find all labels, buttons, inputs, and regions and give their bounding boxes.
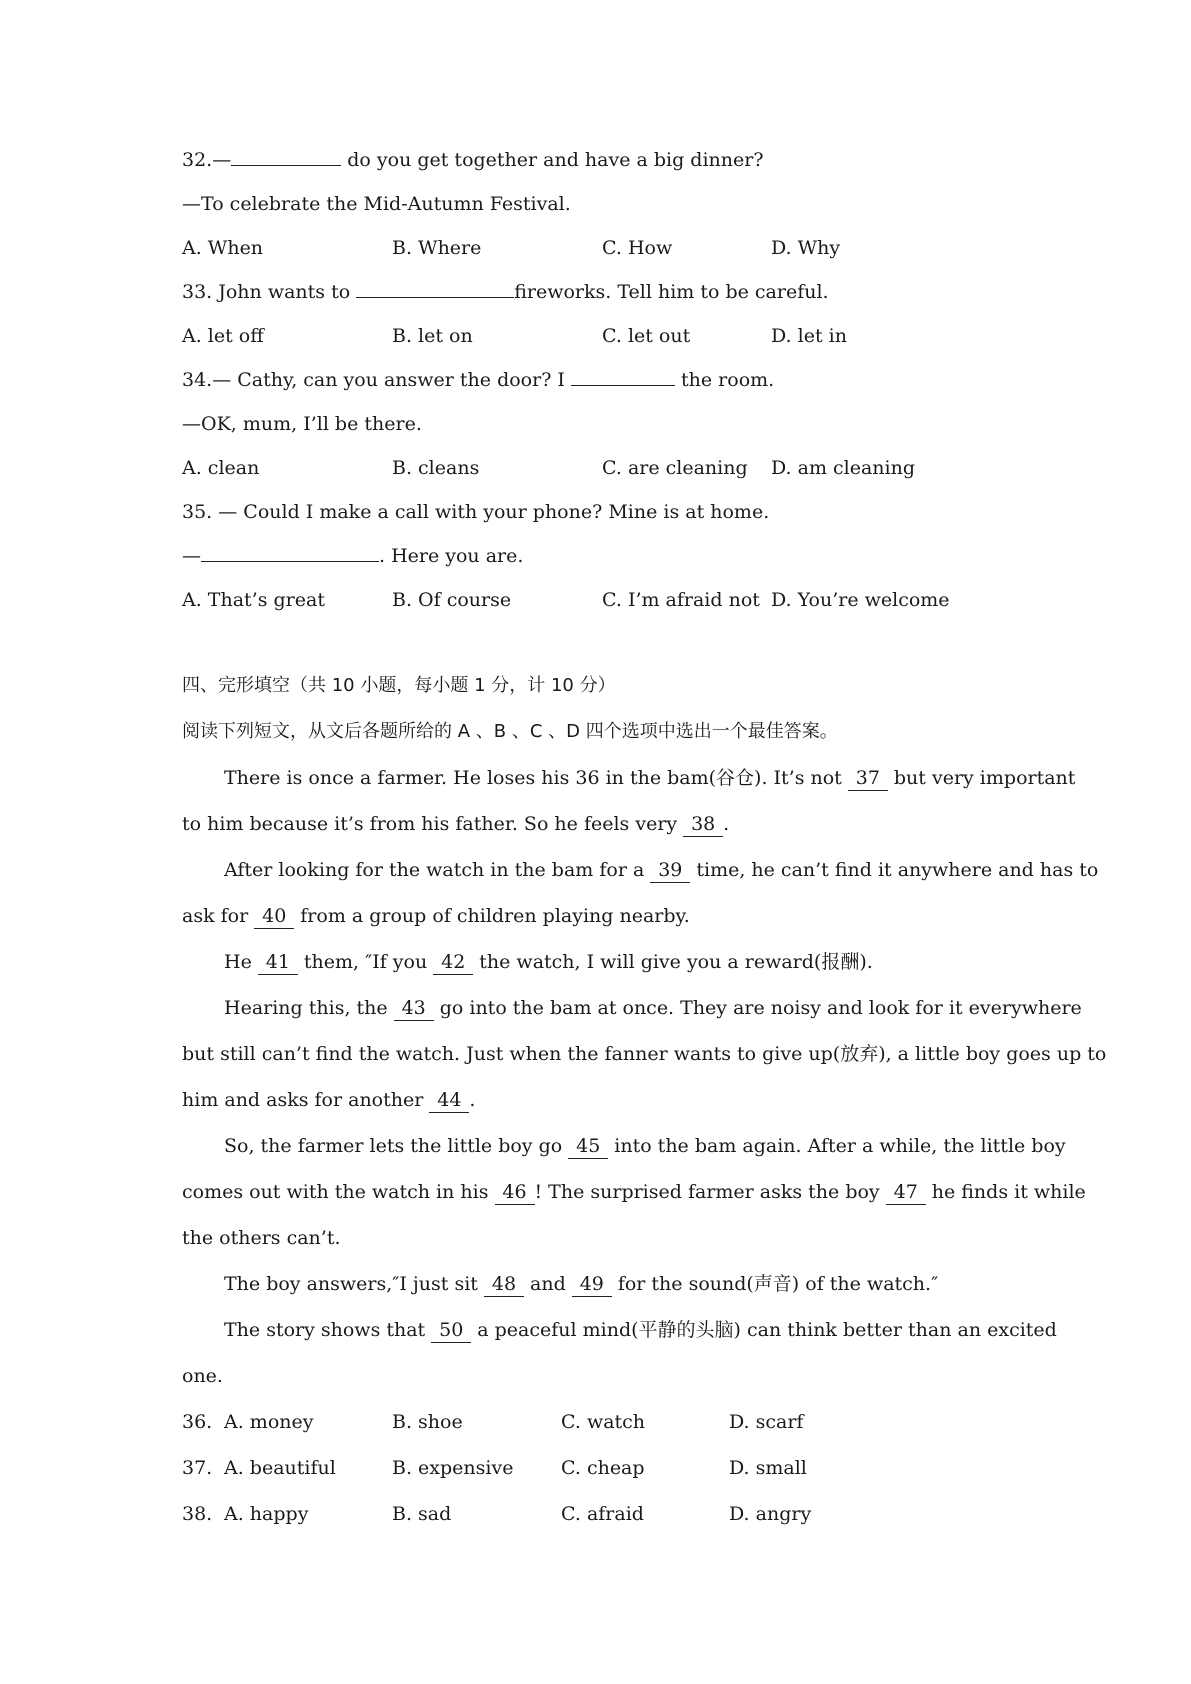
passage-line-10: comes out with the watch in his 46 ! The surprised farmer asks the boy 47 he finds it while: [182, 1181, 1086, 1203]
blank-42: 42: [433, 950, 473, 975]
q35-option-a: A. That’s great: [182, 589, 325, 611]
blank-43: 43: [394, 996, 434, 1021]
q32-option-c: C. How: [602, 237, 673, 259]
passage-line-9: So, the farmer lets the little boy go 45 into the bam again. After a while, the little boy: [224, 1135, 1066, 1157]
passage-line-1: There is once a farmer. He loses his 36 in the bam(谷仓). It’s not 37 but very important: [224, 767, 1076, 789]
q34-option-c: C. are cleaning: [602, 457, 748, 479]
section-instruction: 阅读下列短文，从文后各题所给的 A 、B 、C 、D 四个选项中选出一个最佳答案。: [182, 721, 838, 742]
choice-38-option-d: D. angry: [729, 1503, 812, 1525]
passage-line-4: ask for 40 from a group of children playing nearby.: [182, 905, 690, 927]
choice-38-number: 38.: [182, 1503, 213, 1525]
q32-reply: —To celebrate the Mid-Autumn Festival.: [182, 193, 571, 215]
choice-38-option-c: C. afraid: [561, 1503, 644, 1525]
q35-reply: — . Here you are.: [182, 545, 524, 567]
passage-line-5: He 41 them, ″If you 42 the watch, I will give you a reward(报酬).: [224, 951, 873, 973]
choice-36-option-b: B. shoe: [392, 1411, 463, 1433]
q35-stem: 35. — Could I make a call with your phone? Mine is at home.: [182, 501, 770, 523]
q34-stem: 34.— Cathy, can you answer the door? I the room.: [182, 369, 775, 391]
blank-47: 47: [886, 1180, 926, 1205]
blank-48: 48: [484, 1272, 524, 1297]
choice-37-option-d: D. small: [729, 1457, 807, 1479]
choice-37-option-b: B. expensive: [392, 1457, 514, 1479]
q35-option-c: C. I’m afraid not: [602, 589, 760, 611]
blank-49: 49: [572, 1272, 612, 1297]
q34-reply: —OK, mum, I’ll be there.: [182, 413, 422, 435]
blank-39: 39: [650, 858, 690, 883]
q32-blank: [231, 165, 341, 166]
choice-36-option-d: D. scarf: [729, 1411, 804, 1433]
q35-option-b: B. Of course: [392, 589, 512, 611]
blank-37: 37: [848, 766, 888, 791]
choice-36-number: 36.: [182, 1411, 213, 1433]
passage-line-7: but still can’t find the watch. Just when the fanner wants to give up(放弃), a little boy goes up to: [182, 1043, 1107, 1065]
q35-blank: [201, 561, 379, 562]
blank-50: 50: [431, 1318, 471, 1343]
q32-option-d: D. Why: [771, 237, 841, 259]
q33-option-a: A. let off: [182, 325, 264, 347]
passage-line-8: him and asks for another 44 .: [182, 1089, 476, 1111]
blank-45: 45: [568, 1134, 608, 1159]
q34-option-a: A. clean: [182, 457, 260, 479]
q33-option-b: B. let on: [392, 325, 473, 347]
q34-blank: [571, 385, 675, 386]
q35-option-d: D. You’re welcome: [771, 589, 950, 611]
q32-stem: 32.— do you get together and have a big dinner?: [182, 149, 764, 171]
blank-40: 40: [254, 904, 294, 929]
passage-line-13: The story shows that 50 a peaceful mind(平静的头脑) can think better than an excited: [224, 1319, 1057, 1341]
passage-line-6: Hearing this, the 43 go into the bam at once. They are noisy and look for it everywhere: [224, 997, 1082, 1019]
q32-option-a: A. When: [182, 237, 264, 259]
passage-line-2: to him because it’s from his father. So he feels very 38 .: [182, 813, 730, 835]
q32-option-b: B. Where: [392, 237, 482, 259]
choice-37-number: 37.: [182, 1457, 213, 1479]
passage-line-11: the others can’t.: [182, 1227, 341, 1249]
passage-line-12: The boy answers,″I just sit 48 and 49 for the sound(声音) of the watch.″: [224, 1273, 939, 1295]
choice-37-option-a: A. beautiful: [224, 1457, 336, 1479]
q34-option-b: B. cleans: [392, 457, 480, 479]
choice-36-option-a: A. money: [224, 1411, 314, 1433]
choice-36-option-c: C. watch: [561, 1411, 646, 1433]
q33-blank: [356, 297, 514, 298]
q33-option-c: C. let out: [602, 325, 691, 347]
passage-line-3: After looking for the watch in the bam for a 39 time, he can’t find it anywhere and has to: [224, 859, 1099, 881]
choice-38-option-a: A. happy: [224, 1503, 309, 1525]
choice-37-option-c: C. cheap: [561, 1457, 645, 1479]
q34-option-d: D. am cleaning: [771, 457, 916, 479]
blank-38: 38: [683, 812, 723, 837]
blank-41: 41: [258, 950, 298, 975]
section-title: 四、完形填空（共 10 小题，每小题 1 分，计 10 分）: [182, 675, 616, 696]
q33-option-d: D. let in: [771, 325, 847, 347]
blank-46: 46: [495, 1180, 535, 1205]
choice-38-option-b: B. sad: [392, 1503, 452, 1525]
q33-stem: 33. John wants to fireworks. Tell him to be careful.: [182, 281, 829, 303]
blank-44: 44: [429, 1088, 469, 1113]
passage-line-14: one.: [182, 1365, 223, 1387]
